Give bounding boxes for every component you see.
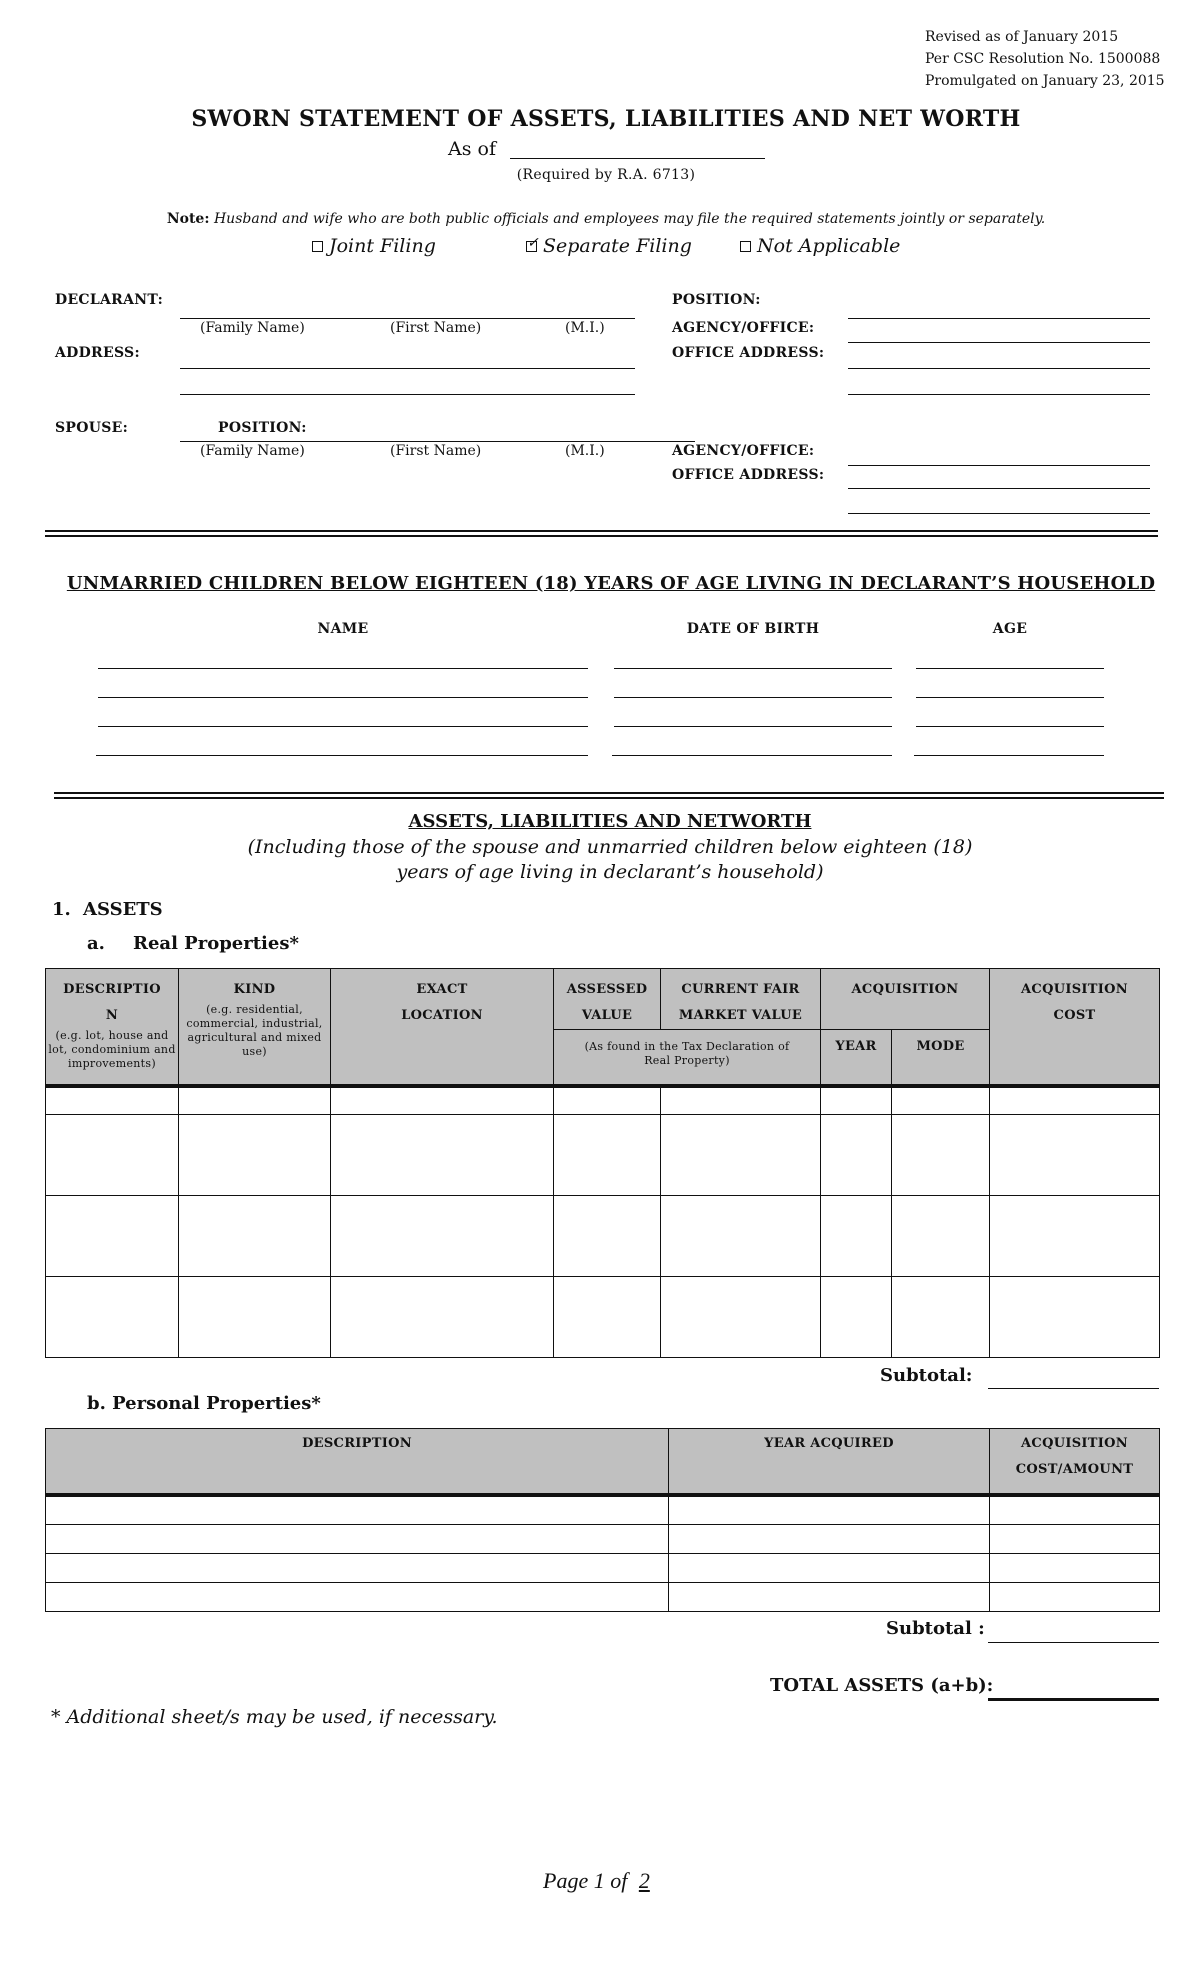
joint-filing-label: Joint Filing <box>329 235 436 257</box>
table-cell[interactable] <box>892 1115 990 1196</box>
revision-line: Per CSC Resolution No. 1500088 <box>925 51 1161 67</box>
tax-declaration-note-cell <box>554 1030 821 1086</box>
spouse-agency-label: AGENCY/OFFICE: <box>672 443 815 459</box>
col-acquisition <box>821 969 990 1030</box>
col-value-label: VALUE <box>581 1008 633 1023</box>
child-age-field[interactable] <box>914 755 1104 756</box>
table-cell[interactable] <box>46 1583 669 1612</box>
declarant-position-label: POSITION: <box>672 292 761 308</box>
table-cell[interactable] <box>990 1196 1160 1277</box>
declarant-office-address-label: OFFICE ADDRESS: <box>672 345 825 361</box>
col-cfmv-label-2: MARKET VALUE <box>678 1008 803 1023</box>
table-cell[interactable] <box>331 1277 554 1358</box>
col-description <box>46 1429 669 1495</box>
page-total: 2 <box>638 1868 650 1893</box>
child-dob-field[interactable] <box>614 726 892 727</box>
table-cell[interactable] <box>554 1115 661 1196</box>
table-cell[interactable] <box>892 1277 990 1358</box>
table-cell[interactable] <box>990 1525 1160 1554</box>
section-divider <box>45 530 1158 537</box>
col-year-acquired-label: YEAR ACQUIRED <box>764 1436 894 1451</box>
spouse-mi-caption: (M.I.) <box>565 443 605 459</box>
col-acq-cost-label-2: COST <box>1053 1008 1096 1023</box>
table-cell[interactable] <box>669 1583 990 1612</box>
child-dob-field[interactable] <box>614 668 892 669</box>
assets-subheading-2: years of age living in declarant’s household) <box>396 861 824 883</box>
personal-subtotal-label: Subtotal : <box>886 1618 985 1639</box>
table-cell[interactable] <box>669 1525 990 1554</box>
table-cell[interactable] <box>179 1196 331 1277</box>
col-year-label: YEAR <box>835 1039 877 1054</box>
declarant-agency-field[interactable] <box>848 342 1150 343</box>
footnote: * Additional sheet/s may be used, if necessary. <box>51 1706 498 1728</box>
real-properties-table <box>45 968 1160 1358</box>
children-name-header: NAME <box>317 621 369 637</box>
table-cell[interactable] <box>990 1086 1160 1115</box>
table-cell[interactable] <box>661 1277 821 1358</box>
table-cell[interactable] <box>661 1196 821 1277</box>
col-mode-label: MODE <box>916 1039 965 1054</box>
not-applicable-label: Not Applicable <box>757 235 901 257</box>
table-cell[interactable] <box>990 1495 1160 1525</box>
child-name-field[interactable] <box>98 697 588 698</box>
separate-filing-checkbox[interactable] <box>526 241 537 252</box>
table-cell[interactable] <box>892 1086 990 1115</box>
table-cell[interactable] <box>331 1115 554 1196</box>
note-label: Note: <box>166 211 210 227</box>
table-cell[interactable] <box>46 1495 669 1525</box>
table-cell[interactable] <box>821 1115 892 1196</box>
declarant-label: DECLARANT: <box>55 292 164 308</box>
revision-line: Promulgated on January 23, 2015 <box>925 73 1165 89</box>
declarant-position-field[interactable] <box>848 318 1150 319</box>
col-description-label: DESCRIPTIO <box>63 982 161 997</box>
real-properties-label: Real Properties* <box>133 933 299 954</box>
page-label: Page 1 of <box>543 1868 628 1893</box>
joint-filing-option[interactable] <box>312 235 436 257</box>
real-properties-letter: a. <box>87 933 105 954</box>
table-cell[interactable] <box>821 1277 892 1358</box>
spouse-label: SPOUSE: <box>55 420 129 436</box>
children-age-header: AGE <box>992 621 1028 637</box>
real-subtotal-field[interactable] <box>988 1388 1159 1389</box>
spouse-office-address-label: OFFICE ADDRESS: <box>672 467 825 483</box>
table-cell[interactable] <box>990 1277 1160 1358</box>
table-cell[interactable] <box>46 1525 669 1554</box>
table-cell[interactable] <box>179 1115 331 1196</box>
declarant-office-address-field2[interactable] <box>848 394 1150 395</box>
spouse-name-field[interactable] <box>180 441 695 442</box>
separate-filing-label: Separate Filing <box>543 235 692 257</box>
table-cell[interactable] <box>179 1086 331 1115</box>
col-acq-label-1: ACQUISITION <box>1021 1436 1128 1451</box>
address-field-line1[interactable] <box>180 368 635 369</box>
as-of-field[interactable] <box>510 158 765 159</box>
col-cfmv-label-1: CURRENT FAIR <box>681 982 800 997</box>
spouse-family-name-caption: (Family Name) <box>200 443 305 459</box>
as-of-label: As of <box>448 138 496 160</box>
table-cell[interactable] <box>331 1086 554 1115</box>
section-divider <box>54 792 1164 799</box>
table-cell[interactable] <box>179 1277 331 1358</box>
not-applicable-option[interactable] <box>740 235 900 257</box>
col-exact-location <box>331 969 554 1086</box>
address-label: ADDRESS: <box>55 345 140 361</box>
col-location-label: LOCATION <box>401 1008 483 1023</box>
table-cell[interactable] <box>46 1086 179 1115</box>
col-acquisition-cost-amount <box>990 1429 1160 1495</box>
table-cell[interactable] <box>990 1115 1160 1196</box>
col-kind-label: KIND <box>233 982 276 997</box>
table-cell[interactable] <box>46 1115 179 1196</box>
declarant-name-field[interactable] <box>180 318 635 319</box>
table-cell[interactable] <box>554 1086 661 1115</box>
required-by: (Required by R.A. 6713) <box>516 167 696 183</box>
col-current-fair-market-value <box>661 969 821 1030</box>
child-name-field[interactable] <box>96 755 588 756</box>
note <box>0 211 1200 227</box>
declarant-family-name-caption: (Family Name) <box>200 320 305 336</box>
table-row <box>46 1583 1160 1612</box>
col-description-label: DESCRIPTION <box>302 1436 412 1451</box>
children-dob-header: DATE OF BIRTH <box>686 621 820 637</box>
col-kind-note: (e.g. residential, commercial, industrial, agricultural and mixed use) <box>186 1003 323 1058</box>
personal-properties-table <box>45 1428 1160 1612</box>
table-row <box>46 1086 1160 1115</box>
personal-subtotal-field[interactable] <box>988 1642 1159 1643</box>
spouse-first-name-caption: (First Name) <box>390 443 482 459</box>
form-title: SWORN STATEMENT OF ASSETS, LIABILITIES AND NET WORTH <box>191 106 1021 132</box>
child-name-field[interactable] <box>98 668 588 669</box>
assets-subheading-1: (Including those of the spouse and unmarried children below eighteen (18) <box>247 836 973 858</box>
child-name-field[interactable] <box>98 726 588 727</box>
child-dob-field[interactable] <box>612 755 892 756</box>
col-assessed-label: ASSESSED <box>566 982 648 997</box>
table-cell[interactable] <box>821 1086 892 1115</box>
table-row <box>46 1277 1160 1358</box>
col-acq-cost-label-1: ACQUISITION <box>1021 982 1128 997</box>
table-cell[interactable] <box>990 1583 1160 1612</box>
declarant-mi-caption: (M.I.) <box>565 320 605 336</box>
declarant-first-name-caption: (First Name) <box>390 320 482 336</box>
col-kind <box>179 969 331 1086</box>
note-text: Husband and wife who are both public officials and employees may file the required statements jointly or separately. <box>213 211 1046 227</box>
page-indicator <box>543 1868 656 1894</box>
child-age-field[interactable] <box>916 726 1104 727</box>
child-age-field[interactable] <box>916 697 1104 698</box>
col-year <box>821 1030 892 1086</box>
table-cell[interactable] <box>331 1196 554 1277</box>
separate-filing-option[interactable] <box>526 235 692 257</box>
revision-block <box>925 26 1165 92</box>
table-row <box>46 1554 1160 1583</box>
spouse-office-address-field1[interactable] <box>848 488 1150 489</box>
joint-filing-checkbox[interactable] <box>312 241 323 252</box>
table-cell[interactable] <box>46 1554 669 1583</box>
declarant-office-address-field1[interactable] <box>848 368 1150 369</box>
personal-properties-label: b. Personal Properties* <box>87 1393 321 1414</box>
children-heading: UNMARRIED CHILDREN BELOW EIGHTEEN (18) YEARS OF AGE LIVING IN DECLARANT’S HOUSEHOLD <box>66 573 1156 594</box>
spouse-office-address-field2[interactable] <box>848 513 1150 514</box>
total-assets-field[interactable] <box>988 1698 1159 1701</box>
address-field-line2[interactable] <box>180 394 635 395</box>
table-cell[interactable] <box>669 1554 990 1583</box>
child-age-field[interactable] <box>916 668 1104 669</box>
spouse-agency-field[interactable] <box>848 465 1150 466</box>
table-cell[interactable] <box>661 1115 821 1196</box>
col-acq-label-2: COST/AMOUNT <box>1015 1462 1134 1477</box>
table-row <box>46 1115 1160 1196</box>
table-cell[interactable] <box>990 1554 1160 1583</box>
table-cell[interactable] <box>821 1196 892 1277</box>
assets-number: 1. <box>52 899 71 920</box>
table-row <box>46 1525 1160 1554</box>
col-description <box>46 969 179 1086</box>
not-applicable-checkbox[interactable] <box>740 241 751 252</box>
col-acquisition-label: ACQUISITION <box>851 982 959 997</box>
col-description-label-2: N <box>105 1008 119 1023</box>
table-cell[interactable] <box>892 1196 990 1277</box>
tax-declaration-note: (As found in the Tax Declaration of Real Property) <box>584 1040 790 1067</box>
table-cell[interactable] <box>46 1277 179 1358</box>
col-description-note: (e.g. lot, house and lot, condominium and improvements) <box>48 1029 176 1070</box>
real-subtotal-label: Subtotal: <box>880 1365 973 1386</box>
col-exact-label: EXACT <box>416 982 468 997</box>
table-cell[interactable] <box>554 1277 661 1358</box>
total-assets-label: TOTAL ASSETS (a+b): <box>770 1675 994 1696</box>
col-acquisition-cost <box>990 969 1160 1086</box>
spouse-position-label: POSITION: <box>218 420 307 436</box>
table-row <box>46 1495 1160 1525</box>
table-cell[interactable] <box>661 1086 821 1115</box>
declarant-agency-label: AGENCY/OFFICE: <box>672 320 815 336</box>
table-cell[interactable] <box>669 1495 990 1525</box>
col-year-acquired <box>669 1429 990 1495</box>
child-dob-field[interactable] <box>614 697 892 698</box>
revision-line: Revised as of January 2015 <box>925 29 1119 45</box>
assets-label: ASSETS <box>83 899 163 920</box>
assets-heading: ASSETS, LIABILITIES AND NETWORTH <box>408 811 812 832</box>
table-cell[interactable] <box>554 1196 661 1277</box>
col-assessed-value <box>554 969 661 1030</box>
col-mode <box>892 1030 990 1086</box>
table-row <box>46 1196 1160 1277</box>
table-cell[interactable] <box>46 1196 179 1277</box>
